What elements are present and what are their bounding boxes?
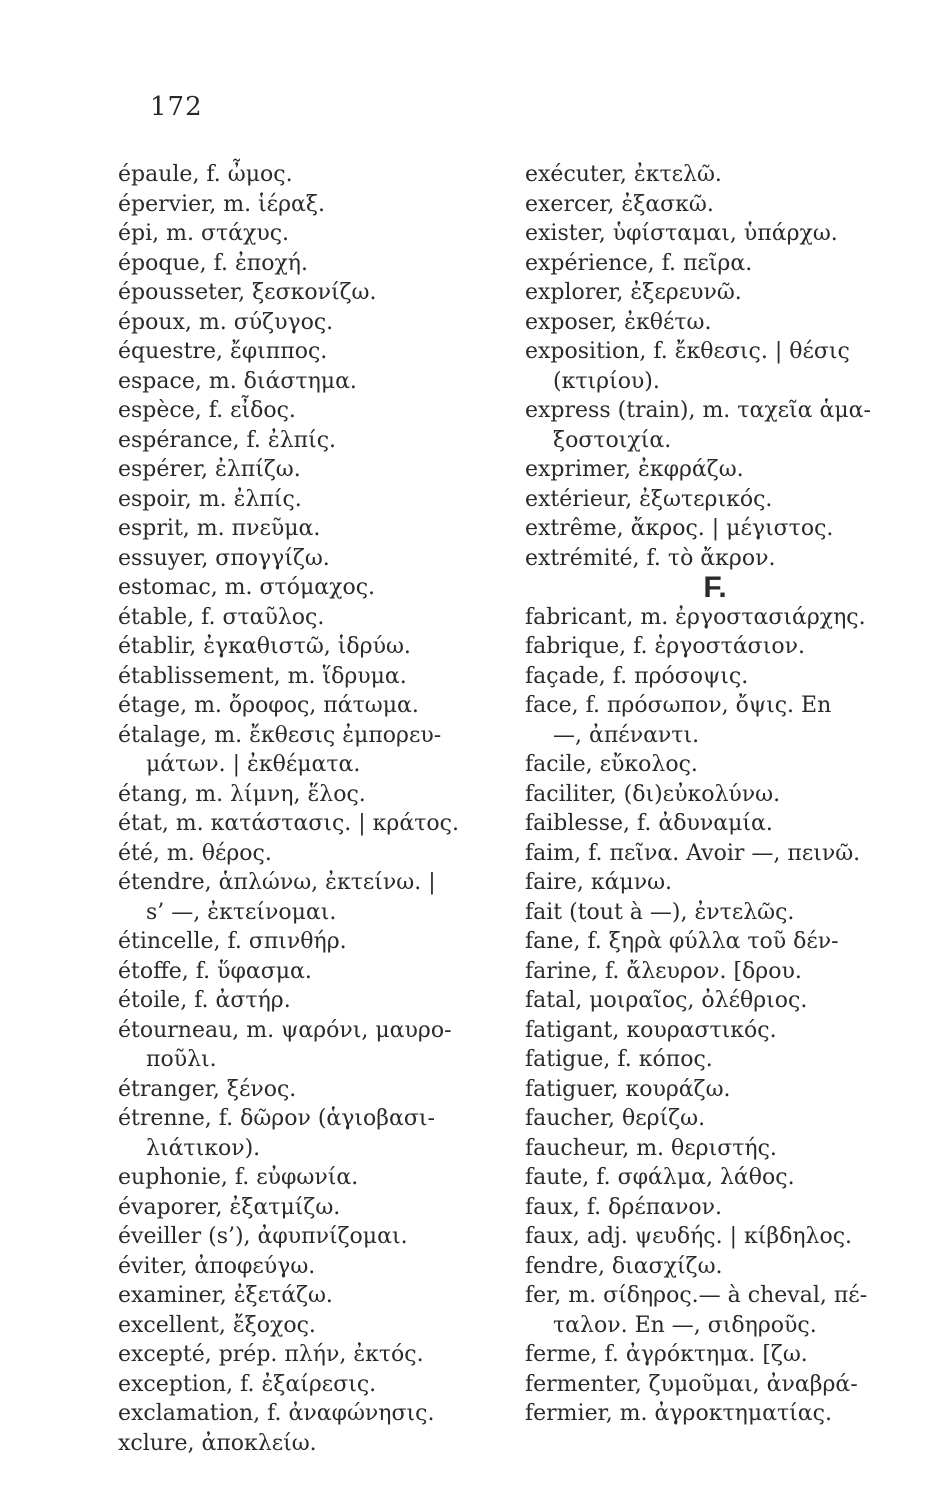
dictionary-entry: étendre, ἁπλώνω, ἐκτείνω. | (118, 870, 436, 895)
dictionary-entry-continuation: s’ —, ἐκτείνομαι. (146, 899, 337, 925)
dictionary-entry-continuation: ποῦλι. (146, 1047, 217, 1072)
dictionary-entry: extrémité, f. τὸ ἄκρον. (525, 545, 776, 571)
dictionary-entry: espérer, ἐλπίζω. (118, 457, 301, 482)
dictionary-entry: farine, f. ἄλευρον. [δρου. (525, 958, 802, 984)
dictionary-entry-continuation: —, ἀπέναντι. (553, 722, 700, 748)
dictionary-entry: excepté, prép. πλήν, ἐκτός. (118, 1342, 424, 1367)
dictionary-entry: épousseter, ξεσκονίζω. (118, 280, 377, 305)
dictionary-entry: fatal, μοιραῖος, ὀλέθριος. (525, 988, 808, 1013)
dictionary-entry: fabricant, m. ἐργοστασιάρχης. (525, 604, 866, 630)
dictionary-entry: faux, adj. ψευδής. | κίβδηλος. (525, 1224, 853, 1249)
section-letter-heading: F. (703, 571, 727, 604)
dictionary-entry: étang, m. λίμνη, ἕλος. (118, 781, 366, 807)
dictionary-entry: extrême, ἄκρος. | μέγιστος. (525, 516, 834, 541)
dictionary-entry: explorer, ἐξερευνῶ. (525, 280, 742, 305)
dictionary-entry: exister, ὑφίσταμαι, ὑπάρχω. (525, 221, 838, 246)
dictionary-entry: éveiller (s’), ἀφυπνίζομαι. (118, 1224, 408, 1249)
dictionary-entry: ferme, f. ἀγρόκτημα. [ζω. (525, 1342, 808, 1367)
dictionary-entry: fendre, διασχίζω. (525, 1253, 723, 1279)
dictionary-entry: équestre, ἔφιππος. (118, 339, 328, 364)
dictionary-entry: expérience, f. πεῖρα. (525, 250, 753, 276)
dictionary-entry: essuyer, σπογγίζω. (118, 545, 330, 571)
dictionary-entry: exposition, f. ἔκθεσις. | θέσις (525, 339, 850, 364)
dictionary-entry: excellent, ἔξοχος. (118, 1312, 316, 1338)
dictionary-entry-continuation: ταλον. En —, σιδηροῦς. (553, 1312, 817, 1338)
dictionary-entry: épervier, m. ἱέραξ. (118, 191, 325, 217)
dictionary-entry: faute, f. σφάλμα, λάθος. (525, 1165, 795, 1190)
dictionary-entry: fatigant, κουραστικός. (525, 1017, 777, 1043)
dictionary-entry: exercer, ἐξασκῶ. (525, 191, 714, 217)
dictionary-entry: façade, f. πρόσοψις. (525, 663, 749, 689)
dictionary-entry: éviter, ἀποφεύγω. (118, 1253, 316, 1279)
dictionary-entry: étage, m. ὄροφος, πάτωμα. (118, 693, 419, 718)
right-column (525, 160, 905, 1429)
dictionary-entry: époque, f. ἐποχή. (118, 250, 308, 276)
dictionary-entry: faiblesse, f. ἀδυναμία. (525, 811, 773, 836)
dictionary-entry: étrenne, f. δῶρον (ἁγιοβασι- (118, 1106, 435, 1131)
dictionary-entry: extérieur, ἐξωτερικός. (525, 486, 773, 512)
dictionary-entry: exposer, ἐκθέτω. (525, 309, 712, 335)
dictionary-entry: épi, m. στάχυς. (118, 221, 290, 246)
dictionary-entry: fait (tout à —), ἐντελῶς. (525, 899, 795, 925)
dictionary-entry: fermenter, ζυμοῦμαι, ἀναβρά- (525, 1371, 858, 1397)
dictionary-entry: établissement, m. ἵδρυμα. (118, 663, 407, 689)
dictionary-entry-continuation: μάτων. | ἐκθέματα. (146, 752, 361, 777)
dictionary-entry-continuation: ξοστοιχία. (553, 427, 672, 453)
dictionary-entry: fermier, m. ἀγροκτηματίας. (525, 1401, 832, 1426)
dictionary-entry: exception, f. ἐξαίρεσις. (118, 1371, 377, 1397)
dictionary-entry-continuation: (κτιρίου). (553, 368, 660, 394)
dictionary-entry: xclure, ἀποκλείω. (118, 1430, 317, 1456)
dictionary-entry: étable, f. σταῦλος. (118, 604, 325, 630)
dictionary-entry: fabrique, f. ἐργοστάσιον. (525, 634, 805, 659)
dictionary-entry: étourneau, m. ψαρόνι, μαυρο- (118, 1017, 452, 1043)
right-column-entries-e (525, 160, 905, 573)
page-number: 172 (150, 92, 203, 122)
dictionary-entry-continuation: λιάτικον). (146, 1135, 261, 1161)
dictionary-entry: esprit, m. πνεῦμα. (118, 516, 321, 541)
dictionary-entry: espace, m. διάστημα. (118, 368, 357, 394)
dictionary-entry: fatigue, f. κόπος. (525, 1047, 713, 1072)
dictionary-entry: époux, m. σύζυγος. (118, 309, 334, 335)
dictionary-entry: exécuter, ἐκτελῶ. (525, 162, 722, 187)
dictionary-entry: exclamation, f. ἀναφώνησις. (118, 1401, 435, 1426)
dictionary-entry: espèce, f. εἶδος. (118, 398, 296, 423)
dictionary-entry: étincelle, f. σπινθήρ. (118, 929, 347, 954)
dictionary-entry: faire, κάμνω. (525, 870, 673, 895)
dictionary-entry: faucher, θερίζω. (525, 1106, 706, 1131)
dictionary-entry: étalage, m. ἔκθεσις ἐμπορευ- (118, 722, 442, 748)
dictionary-entry: étoile, f. ἀστήρ. (118, 988, 291, 1013)
left-column (118, 160, 459, 1458)
dictionary-entry: évaporer, ἐξατμίζω. (118, 1194, 341, 1220)
dictionary-entry: épaule, f. ὦμος. (118, 162, 293, 187)
dictionary-entry: express (train), m. ταχεῖα ἁμα- (525, 398, 871, 423)
dictionary-entry: fatiguer, κουράζω. (525, 1076, 731, 1102)
dictionary-entry: fane, f. ξηρὰ φύλλα τοῦ δέν- (525, 929, 839, 954)
dictionary-entry: facile, εὔκολος. (525, 752, 698, 777)
dictionary-entry: été, m. θέρος. (118, 840, 272, 866)
dictionary-entry: faucheur, m. θεριστής. (525, 1135, 777, 1161)
dictionary-entry: estomac, m. στόμαχος. (118, 575, 376, 600)
dictionary-entry: fer, m. σίδηρος.— à cheval, πέ- (525, 1283, 868, 1308)
dictionary-entry: faux, f. δρέπανον. (525, 1194, 723, 1220)
dictionary-entry: établir, ἐγκαθιστῶ, ἱδρύω. (118, 634, 411, 659)
right-column-entries-f (525, 603, 905, 1429)
dictionary-entry: espoir, m. ἐλπίς. (118, 486, 302, 512)
dictionary-entry: espérance, f. ἐλπίς. (118, 427, 337, 453)
dictionary-entry: faciliter, (δι)εὐκολύνω. (525, 781, 781, 807)
dictionary-entry: étoffe, f. ὕφασμα. (118, 958, 312, 984)
dictionary-entry: état, m. κατάστασις. | κράτος. (118, 811, 459, 836)
dictionary-entry: face, f. πρόσωπον, ὄψις. En (525, 693, 832, 718)
dictionary-entry: examiner, ἐξετάζω. (118, 1283, 333, 1308)
dictionary-entry: étranger, ξένος. (118, 1076, 297, 1102)
dictionary-entry: exprimer, ἐκφράζω. (525, 457, 744, 482)
dictionary-entry: euphonie, f. εὐφωνία. (118, 1165, 359, 1190)
dictionary-entry: faim, f. πεῖνα. Avoir —, πεινῶ. (525, 840, 861, 866)
